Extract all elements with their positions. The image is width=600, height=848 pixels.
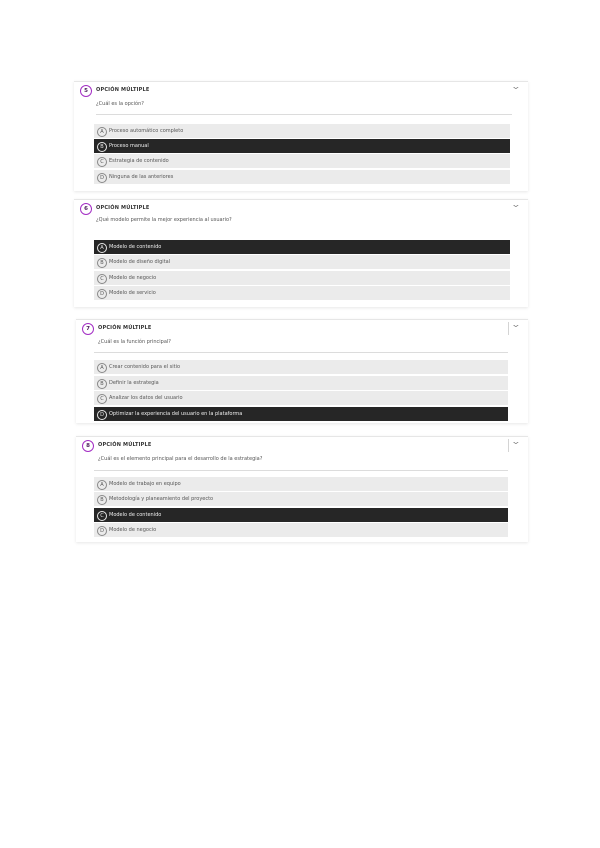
option-d[interactable]	[94, 170, 510, 184]
question-header[interactable]	[76, 437, 528, 457]
option-text: Modelo de contenido	[109, 512, 162, 518]
chevron-up-icon[interactable]: ‹	[509, 86, 524, 90]
option-text: Modelo de diseño digital	[109, 259, 171, 265]
option-text: Definir la estrategia	[109, 380, 159, 386]
question-card-6	[74, 199, 528, 307]
question-type-label: OPCIÓN MÚLTIPLE	[98, 325, 152, 331]
question-card-7	[76, 319, 528, 423]
question-text: ¿Cuál es el elemento principal para el desarrollo de la estrategia?	[98, 456, 263, 462]
option-letter: D	[97, 173, 107, 183]
option-letter: A	[97, 127, 107, 137]
question-card-8	[76, 436, 528, 542]
option-letter: A	[97, 480, 107, 490]
option-letter: C	[97, 511, 107, 521]
chevron-up-icon[interactable]: ‹	[509, 204, 524, 208]
chevron-up-icon[interactable]: ‹	[509, 441, 524, 445]
option-b[interactable]	[94, 376, 508, 390]
question-type-label: OPCIÓN MÚLTIPLE	[96, 87, 150, 93]
option-text: Modelo de trabajo en equipo	[109, 481, 181, 487]
option-text: Proceso manual	[109, 143, 149, 149]
option-text: Modelo de servicio	[109, 290, 156, 296]
question-number-badge: 7	[82, 323, 94, 335]
option-text: Modelo de negocio	[109, 275, 157, 281]
chevron-up-icon[interactable]: ‹	[509, 324, 524, 328]
option-d[interactable]	[94, 286, 510, 300]
option-text: Modelo de negocio	[109, 527, 157, 533]
option-letter: B	[97, 258, 107, 268]
question-number-badge: 8	[82, 440, 94, 452]
option-text: Crear contenido para el sitio	[109, 364, 181, 370]
option-b[interactable]	[94, 139, 510, 153]
question-text: ¿Cuál es la función principal?	[98, 339, 171, 345]
divider	[96, 114, 512, 115]
question-card-5	[74, 81, 528, 191]
divider	[94, 470, 508, 471]
option-letter: A	[97, 243, 107, 253]
option-letter: B	[97, 142, 107, 152]
question-type-label: OPCIÓN MÚLTIPLE	[98, 442, 152, 448]
option-text: Modelo de contenido	[109, 244, 162, 250]
option-letter: C	[97, 157, 107, 167]
option-text: Proceso automático completo	[109, 128, 184, 134]
option-a[interactable]	[94, 360, 508, 374]
question-text: ¿Cuál es la opción?	[96, 101, 144, 107]
option-letter: A	[97, 363, 107, 373]
option-a[interactable]	[94, 477, 508, 491]
option-text: Estrategia de contenido	[109, 158, 169, 164]
question-header[interactable]	[74, 82, 528, 102]
option-text: Analizar los datos del usuario	[109, 395, 183, 401]
option-d[interactable]	[94, 407, 508, 421]
option-c[interactable]	[94, 391, 508, 405]
option-letter: B	[97, 379, 107, 389]
option-text: Metodología y planeamiento del proyecto	[109, 496, 214, 502]
option-d[interactable]	[94, 523, 508, 537]
option-letter: B	[97, 495, 107, 505]
option-c[interactable]	[94, 154, 510, 168]
question-number-badge: 5	[80, 85, 92, 97]
option-c[interactable]	[94, 271, 510, 285]
option-letter: C	[97, 394, 107, 404]
option-c[interactable]	[94, 508, 508, 522]
question-type-label: OPCIÓN MÚLTIPLE	[96, 205, 150, 211]
option-b[interactable]	[94, 255, 510, 269]
option-a[interactable]	[94, 240, 510, 254]
option-b[interactable]	[94, 492, 508, 506]
option-letter: C	[97, 274, 107, 284]
option-text: Ninguna de las anteriores	[109, 174, 174, 180]
option-text: Optimizar la experiencia del usuario en la plataforma	[109, 411, 243, 417]
question-text: ¿Qué modelo permite la mejor experiencia al usuario?	[96, 217, 232, 223]
question-header[interactable]	[76, 320, 528, 340]
question-number-badge: 6	[80, 203, 92, 215]
option-letter: D	[97, 526, 107, 536]
divider	[94, 352, 508, 353]
option-a[interactable]	[94, 124, 510, 138]
option-letter: D	[97, 289, 107, 299]
option-letter: D	[97, 410, 107, 420]
